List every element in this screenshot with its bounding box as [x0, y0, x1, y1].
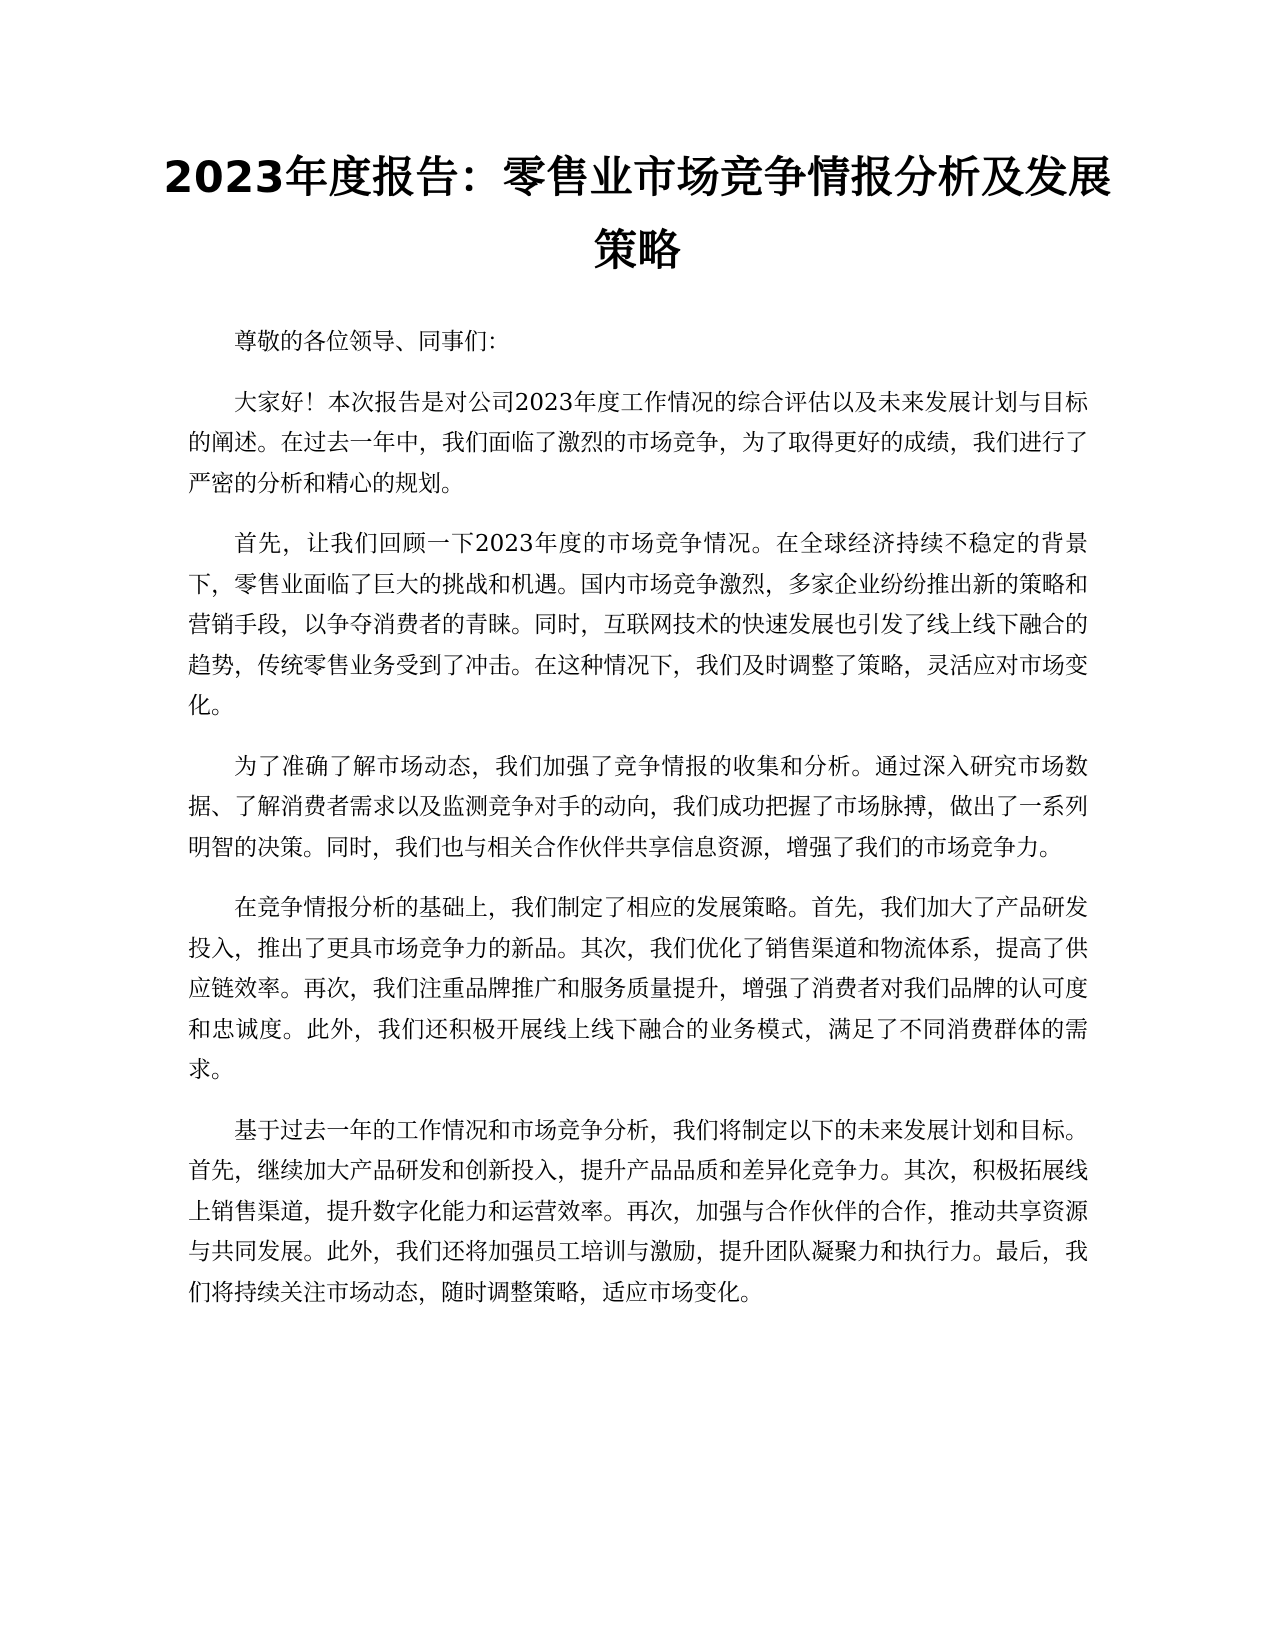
- document-body: [188, 322, 1088, 1333]
- body-paragraph-1: 大家好！本次报告是对公司2023年度工作情况的综合评估以及未来发展计划与目标的阐述。在过去一年中，我们面临了激烈的市场竞争，为了取得更好的成绩，我们进行了严密的分析和精心的规划。: [188, 389, 1088, 497]
- greeting-paragraph: 尊敬的各位领导、同事们：: [234, 329, 510, 355]
- body-paragraph-3: 为了准确了解市场动态，我们加强了竞争情报的收集和分析。通过深入研究市场数据、了解消费者需求以及监测竞争对手的动向，我们成功把握了市场脉搏，做出了一系列明智的决策。同时，我们也与相关合作伙伴共享信息资源，增强了我们的市场竞争力。: [188, 753, 1088, 861]
- body-paragraph-2: 首先，让我们回顾一下2023年度的市场竞争情况。在全球经济持续不稳定的背景下，零售业面临了巨大的挑战和机遇。国内市场竞争激烈，多家企业纷纷推出新的策略和营销手段，以争夺消费者的青睐。同时，互联网技术的快速发展也引发了线上线下融合的趋势，传统零售业务受到了冲击。在这种情况下，我们及时调整了策略，灵活应对市场变化。: [188, 531, 1088, 719]
- body-paragraph-5: 基于过去一年的工作情况和市场竞争分析，我们将制定以下的未来发展计划和目标。首先，继续加大产品研发和创新投入，提升产品品质和差异化竞争力。其次，积极拓展线上销售渠道，提升数字化能力和运营效率。再次，加强与合作伙伴的合作，推动共享资源与共同发展。此外，我们还将加强员工培训与激励，提升团队凝聚力和执行力。最后，我们将持续关注市场动态，随时调整策略，适应市场变化。: [188, 1117, 1088, 1306]
- document-title: 2023年度报告：零售业市场竞争情报分析及发展策略: [163, 153, 1112, 276]
- body-paragraph-4: 在竞争情报分析的基础上，我们制定了相应的发展策略。首先，我们加大了产品研发投入，推出了更具市场竞争力的新品。其次，我们优化了销售渠道和物流体系，提高了供应链效率。再次，我们注重品牌推广和服务质量提升，增强了消费者对我们品牌的认可度和忠诚度。此外，我们还积极开展线上线下融合的业务模式，满足了不同消费群体的需求。: [188, 895, 1088, 1083]
